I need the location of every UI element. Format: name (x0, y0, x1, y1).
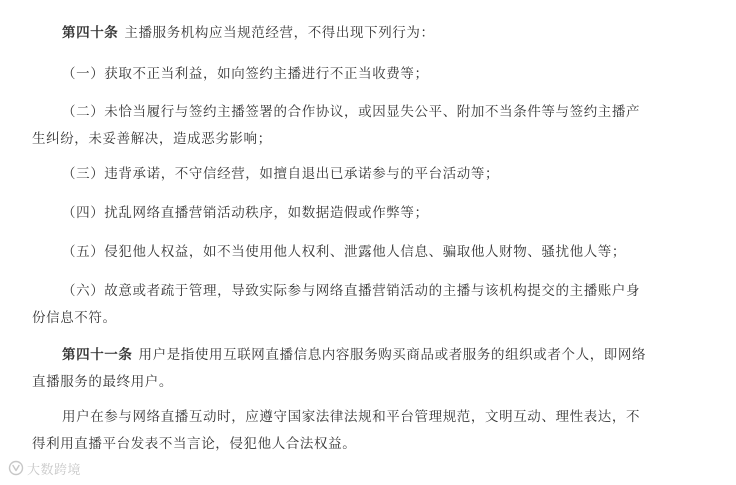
article-41-p2-line-2: 得利用直播平台发表不当言论，侵犯他人合法权益。 (32, 436, 357, 452)
watermark-text: 大数跨境 (27, 462, 82, 478)
article-40-intro: 主播服务机构应当规范经营，不得出现下列行为： (124, 25, 435, 41)
article-41-heading: 第四十一条 (62, 347, 133, 363)
item-5-line-1: （五）侵犯他人权益，如不当使用他人权利、泄露他人信息、骗取他人财物、骚扰他人等； (62, 244, 626, 260)
article-41-line-2: 直播服务的最终用户。 (32, 374, 173, 390)
item-6-line-1: （六）故意或者疏于管理，导致实际参与网络直播营销活动的主播与该机构提交的主播账户身 (62, 283, 641, 299)
watermark-logo-icon (8, 460, 24, 476)
item-1-line-1: （一）获取不正当利益，如向签约主播进行不正当收费等； (62, 66, 429, 82)
article-41-line-1: 用户是指使用互联网直播信息内容服务购买商品或者服务的组织或者个人，即网络 (138, 347, 647, 363)
item-6-line-2: 份信息不符。 (32, 310, 117, 326)
article-41-p2-line-1: 用户在参与网络直播互动时，应遵守国家法律法规和平台管理规范，文明互动、理性表达，不 (62, 409, 641, 425)
article-40-heading: 第四十条 (62, 25, 119, 41)
watermark (8, 458, 81, 478)
item-2-line-2: 生纠纷，未妥善解决，造成恶劣影响； (32, 131, 272, 147)
item-4-line-1: （四）扰乱网络直播营销活动秩序，如数据造假或作弊等； (62, 205, 429, 221)
item-2-line-1: （二）未恰当履行与签约主播签署的合作协议，或因显失公平、附加不当条件等与签约主播产 (62, 104, 641, 120)
item-3-line-1: （三）违背承诺，不守信经营，如擅自退出已承诺参与的平台活动等； (62, 166, 500, 182)
